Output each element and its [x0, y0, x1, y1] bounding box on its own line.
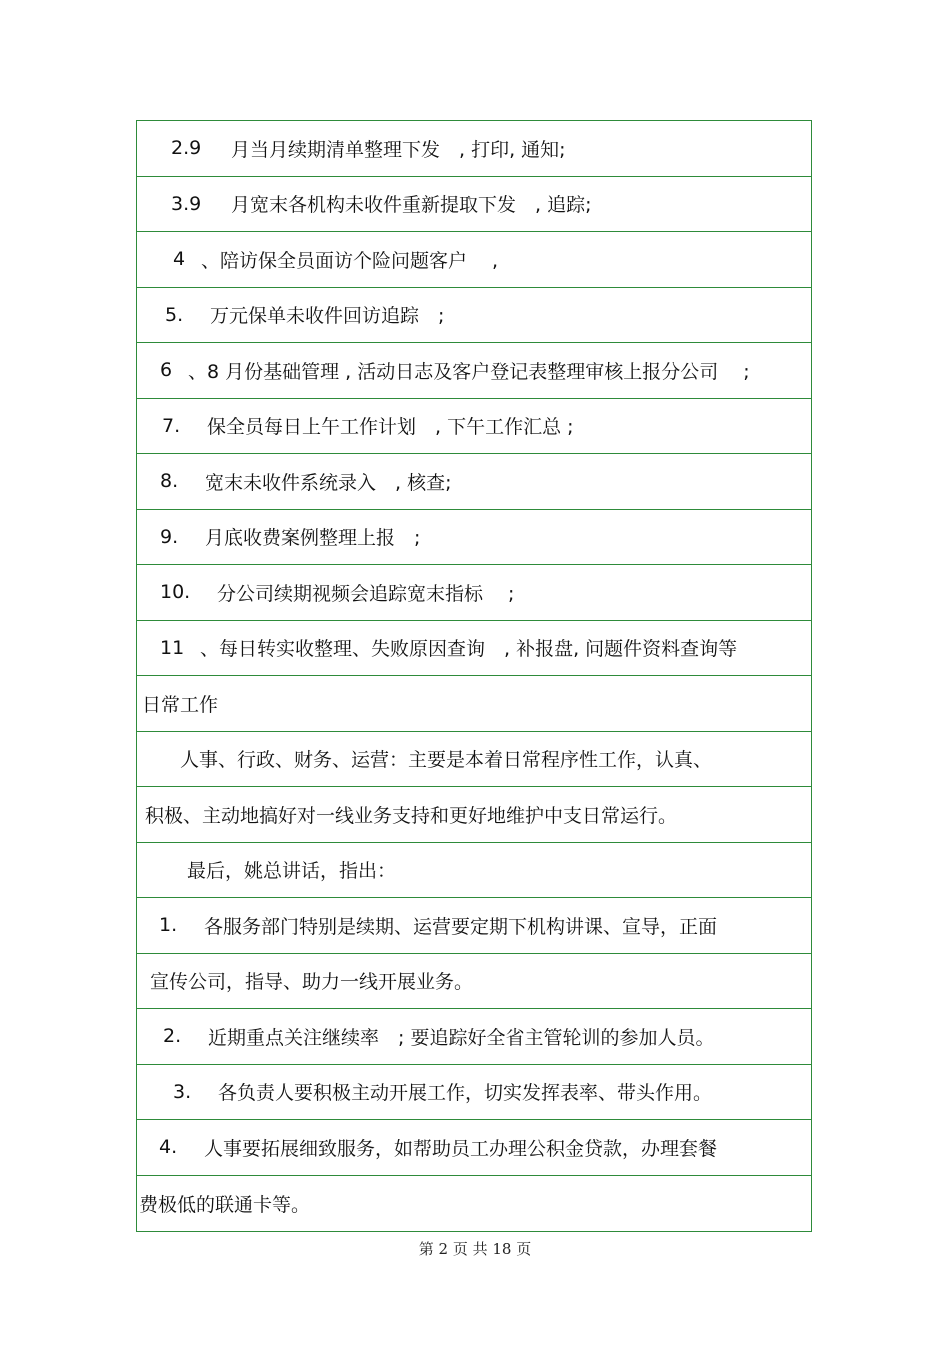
table-row [137, 621, 811, 677]
item-text: 近期重点关注继续率 ; 要追踪好全省主管轮训的参加人员。 [208, 1026, 715, 1049]
table-row [137, 787, 811, 843]
table-row [137, 565, 811, 621]
item-number: 6 [160, 359, 173, 382]
item-number: 2. [163, 1025, 182, 1048]
item-text: 月底收费案例整理上报 ; [205, 527, 421, 550]
item-number: 5. [165, 303, 184, 326]
document-table [136, 120, 812, 1232]
table-row [137, 843, 811, 899]
item-number: 2.9 [171, 137, 202, 160]
table-row [137, 121, 811, 177]
item-text: 日常工作 [142, 693, 219, 716]
item-text: 积极、主动地搞好对一线业务支持和更好地维护中支日常运行。 [145, 804, 678, 827]
item-number: 10. [160, 581, 191, 604]
item-text: 、8 月份基础管理 , 活动日志及客户登记表整理审核上报分公司 ; [188, 360, 750, 383]
item-text: 最后，姚总讲话，指出： [187, 860, 397, 883]
item-number: 3.9 [171, 192, 202, 215]
item-text: 人事要拓展细致服务，如帮助员工办理公积金贷款，办理套餐 [204, 1137, 718, 1160]
table-row [137, 732, 811, 788]
item-number: 1. [159, 914, 178, 937]
item-number: 9. [160, 525, 179, 548]
table-row [137, 1176, 811, 1232]
item-text: 、每日转实收整理、失败原因查询 , 补报盘, 问题件资料查询等 [200, 638, 738, 661]
item-text: 人事、行政、财务、运营：主要是本着日常程序性工作，认真、 [180, 749, 713, 772]
table-row [137, 1065, 811, 1121]
table-row [137, 954, 811, 1010]
table-row [137, 343, 811, 399]
item-number: 4. [159, 1136, 178, 1159]
table-row [137, 454, 811, 510]
item-text: 分公司续期视频会追踪宽末指标 ; [217, 582, 515, 605]
item-text: 各负责人要积极主动开展工作，切实发挥表率、带头作用。 [218, 1082, 713, 1105]
page-footer: 第 2 页 共 18 页 [418, 1240, 532, 1258]
table-row [137, 288, 811, 344]
item-text: 月宽末各机构未收件重新提取下发 , 追踪; [231, 194, 592, 217]
item-text: 宽末未收件系统录入 , 核查; [205, 471, 452, 494]
item-text: 各服务部门特别是续期、运营要定期下机构讲课、宣导，正面 [204, 915, 718, 938]
item-number: 7. [162, 414, 181, 437]
table-row [137, 177, 811, 233]
table-row [137, 510, 811, 566]
item-number: 3. [173, 1080, 192, 1103]
table-row [137, 1009, 811, 1065]
table-row [137, 676, 811, 732]
item-number: 4 [173, 248, 186, 271]
table-row [137, 399, 811, 455]
item-text: 万元保单未收件回访追踪 ; [210, 305, 445, 328]
item-text: 月当月续期清单整理下发 , 打印, 通知; [231, 138, 566, 161]
item-text: 保全员每日上午工作计划 , 下午工作汇总 ; [207, 416, 574, 439]
table-row [137, 232, 811, 288]
item-text: 、陪访保全员面访个险问题客户 , [201, 249, 499, 272]
table-row [137, 1120, 811, 1176]
item-number: 8. [160, 470, 179, 493]
item-text: 宣传公司，指导、助力一线开展业务。 [150, 971, 474, 994]
table-row [137, 898, 811, 954]
item-number: 11 [160, 636, 185, 659]
item-text: 费极低的联通卡等。 [139, 1193, 311, 1216]
